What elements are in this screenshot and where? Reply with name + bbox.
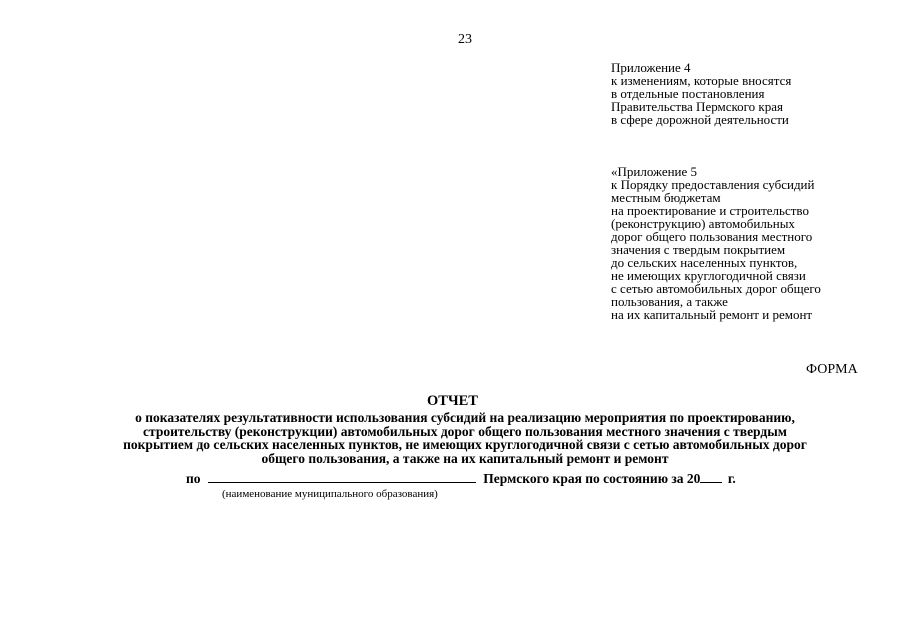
report-line-prefix: по: [186, 471, 201, 486]
report-municipality-line: [186, 470, 736, 487]
report-line-middle: Пермского края по состоянию за 20: [483, 471, 701, 486]
report-subtitle: [70, 411, 860, 465]
appendix-5-line: до сельских населенных пунктов,: [611, 255, 798, 270]
report-subtitle-line: о показателях результативности использования субсидий на реализацию мероприятия по проектированию,: [135, 410, 795, 425]
report-subtitle-line: общего пользования, а также на их капитальный ремонт и ремонт: [261, 450, 669, 466]
municipality-name-hint: (наименование муниципального образования): [222, 488, 438, 500]
appendix-4-line: к изменениям, которые вносятся: [611, 73, 792, 88]
appendix-4-line: Приложение 4: [611, 60, 691, 75]
appendix-5-line: на проектирование и строительство: [611, 203, 809, 218]
appendix-4-line: в отдельные постановления: [611, 86, 765, 101]
appendix-5-header: [611, 165, 821, 321]
appendix-5-line: значения с твердым покрытием: [611, 242, 786, 257]
appendix-5-line: (реконструкцию) автомобильных: [611, 216, 795, 231]
page-number: 23: [458, 32, 472, 47]
appendix-5-line: на их капитальный ремонт и ремонт: [611, 307, 813, 322]
appendix-5-line: пользования, а также: [611, 294, 728, 309]
year-blank[interactable]: [700, 470, 722, 483]
report-subtitle-line: строительству (реконструкции) автомобильных дорог общего пользования местного значения с твердым: [143, 423, 787, 439]
appendix-4-header: [611, 61, 791, 126]
report-subtitle-line: покрытием до сельских населенных пунктов, не имеющих круглогодичной связи с сетью автомобильных дорог: [123, 437, 807, 452]
report-title: ОТЧЕТ: [427, 393, 478, 409]
appendix-5-line: к Порядку предоставления субсидий: [611, 177, 815, 192]
appendix-5-line: с сетью автомобильных дорог общего: [611, 281, 821, 296]
municipality-name-blank[interactable]: [208, 470, 476, 483]
form-label: ФОРМА: [806, 362, 858, 377]
appendix-4-line: Правительства Пермского края: [611, 99, 783, 114]
appendix-5-line: не имеющих круглогодичной связи: [611, 268, 806, 283]
report-line-suffix: г.: [727, 471, 736, 486]
appendix-5-line: «Приложение 5: [611, 164, 698, 179]
appendix-5-line: дорог общего пользования местного: [611, 229, 813, 244]
appendix-5-line: местным бюджетам: [611, 190, 721, 205]
appendix-4-line: в сфере дорожной деятельности: [611, 112, 789, 127]
